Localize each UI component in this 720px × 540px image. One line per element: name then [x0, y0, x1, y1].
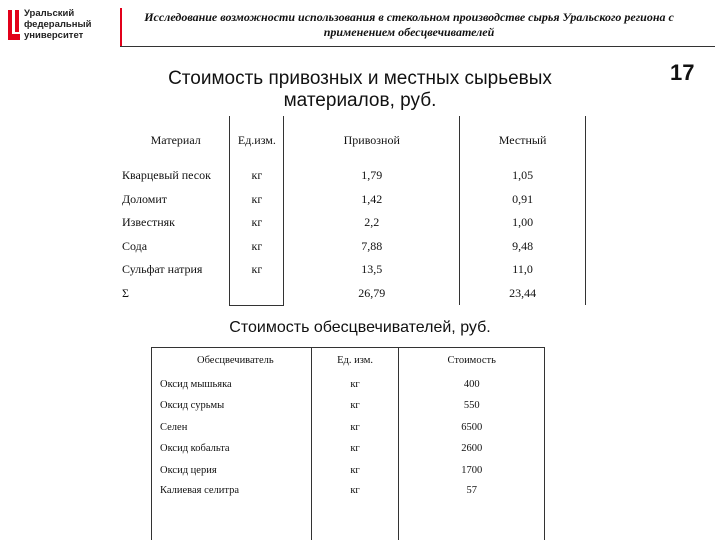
- table-sum-row: [116, 282, 586, 306]
- logo-line-1: Уральский: [24, 8, 75, 19]
- cell-cost: 1700: [461, 464, 483, 476]
- cell-local: 11,0: [460, 258, 586, 282]
- table-header-row: [116, 116, 586, 164]
- cell-imported: 1,79: [284, 164, 460, 188]
- cell-decolorizer: Оксид церия: [152, 460, 312, 482]
- sum-label: Σ: [122, 285, 129, 300]
- table-header-row: [152, 348, 545, 374]
- cell-unit: кг: [230, 211, 284, 235]
- header-divider: [120, 46, 715, 47]
- table-row: [152, 395, 545, 417]
- cell-local: 9,48: [460, 235, 586, 259]
- col-header-decolorizer: Обесцвечиватель: [152, 348, 312, 374]
- cell-material: Доломит: [122, 191, 168, 206]
- cell-unit: кг: [311, 417, 399, 439]
- sum-imported: 26,79: [284, 282, 460, 306]
- table-row: [152, 417, 545, 439]
- cell-material: Известняк: [122, 215, 175, 230]
- cell-imported: 1,42: [284, 188, 460, 212]
- col-header-local: Местный: [460, 116, 586, 164]
- header-accent-line: [120, 8, 122, 46]
- cell-unit: кг: [311, 374, 399, 396]
- cell-unit: кг: [230, 164, 284, 188]
- cell-local: 1,05: [460, 164, 586, 188]
- cell-unit: кг: [311, 460, 399, 482]
- cell-decolorizer: Оксид кобальта: [152, 438, 312, 460]
- cell-material: Сода: [122, 238, 148, 253]
- cell-imported: 7,88: [284, 235, 460, 259]
- table2-title: Стоимость обесцвечивателей, руб.: [229, 319, 491, 336]
- logo-line-3: университет: [24, 30, 84, 41]
- col-header-unit: Ед. изм.: [311, 348, 399, 374]
- cell-decolorizer: Селен: [152, 417, 312, 439]
- table-row: [152, 438, 545, 460]
- cell-unit: кг: [311, 481, 399, 540]
- col-header-unit: Ед.изм.: [230, 116, 284, 164]
- cell-imported: 2,2: [284, 211, 460, 235]
- sum-unit: [230, 282, 284, 306]
- col-header-imported: Привозной: [284, 116, 460, 164]
- table-row: [152, 460, 545, 482]
- decolorizers-cost-table: [151, 347, 545, 540]
- cell-local: 1,00: [460, 211, 586, 235]
- cell-imported: 13,5: [284, 258, 460, 282]
- cell-unit: кг: [230, 235, 284, 259]
- cell-cost: 400: [463, 378, 480, 390]
- table-row: [152, 374, 545, 396]
- university-logo-text: [24, 8, 120, 41]
- col-header-cost: Стоимость: [447, 355, 496, 367]
- table-row: [116, 164, 586, 188]
- table-row: [116, 258, 586, 282]
- table-row: [116, 235, 586, 259]
- cell-unit: кг: [311, 395, 399, 417]
- table-row: [152, 481, 545, 540]
- cell-cost: 550: [463, 400, 480, 412]
- table-row: [116, 188, 586, 212]
- logo-line-2: федеральный: [24, 19, 92, 30]
- header-title: Исследование возможности использования в стекольном производстве сырья Уральского региона с применением обесцвечивателей: [144, 10, 674, 39]
- cell-unit: кг: [230, 258, 284, 282]
- cell-cost: 2600: [461, 443, 483, 455]
- cell-decolorizer: Оксид сурьмы: [152, 395, 312, 417]
- cell-unit: кг: [230, 188, 284, 212]
- table-row: [116, 211, 586, 235]
- cell-material: Сульфат натрия: [122, 262, 203, 277]
- raw-materials-cost-table: [116, 116, 586, 306]
- slide-number: 17: [670, 60, 695, 85]
- cell-cost: 6500: [461, 421, 483, 433]
- university-logo-icon: [8, 10, 20, 40]
- cell-decolorizer: Калиевая селитра: [152, 481, 312, 540]
- table1-title: Стоимость привозных и местных сырьевых материалов, руб.: [168, 68, 552, 111]
- cell-cost: 57: [466, 485, 477, 496]
- cell-unit: кг: [311, 438, 399, 460]
- col-header-material: Материал: [150, 132, 201, 147]
- university-logo: [8, 8, 118, 44]
- cell-decolorizer: Оксид мышьяка: [152, 374, 312, 396]
- cell-local: 0,91: [460, 188, 586, 212]
- sum-local: 23,44: [460, 282, 586, 306]
- cell-material: Кварцевый песок: [122, 168, 211, 183]
